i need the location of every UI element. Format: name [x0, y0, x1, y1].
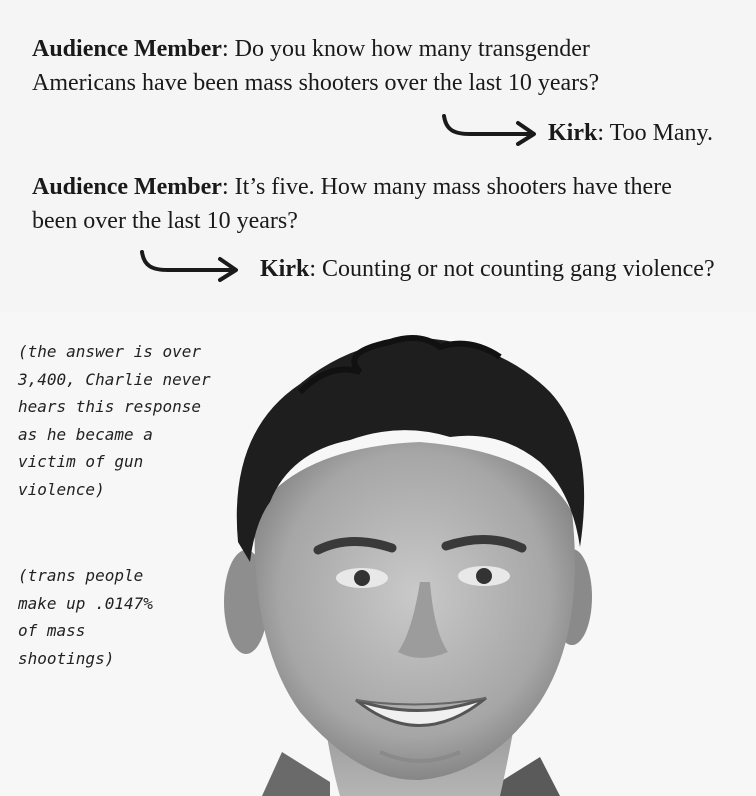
note-answer: (the answer is over 3,400, Charlie never hears this response as he became a victim of gun violence) [18, 342, 211, 499]
question-1-line-2: Americans have been mass shooters over the last 10 years? [32, 70, 600, 96]
speaker-label: Kirk [260, 256, 310, 282]
question-text: : It’s five. How many mass shooters have there [221, 174, 672, 200]
speaker-label: Kirk [548, 120, 598, 146]
answer-1 [548, 118, 713, 148]
question-text: : Do you know how many transgender [221, 36, 590, 62]
portrait-photo [0, 312, 756, 796]
curved-arrow-icon [138, 248, 242, 282]
answer-2 [260, 254, 715, 284]
curved-arrow-icon [440, 112, 540, 146]
transcript-panel [0, 0, 756, 312]
speaker-label: Audience Member [32, 174, 222, 200]
note-statistic: (trans people make up .0147% of mass shootings) [18, 566, 153, 668]
speaker-label: Audience Member [32, 36, 222, 62]
question-1-line-1 [32, 34, 590, 64]
question-2-line-2: been over the last 10 years? [32, 208, 298, 234]
answer-text: : Too Many. [597, 120, 713, 146]
answer-text: : Counting or not counting gang violence? [309, 256, 715, 282]
question-2-line-1 [32, 172, 672, 202]
